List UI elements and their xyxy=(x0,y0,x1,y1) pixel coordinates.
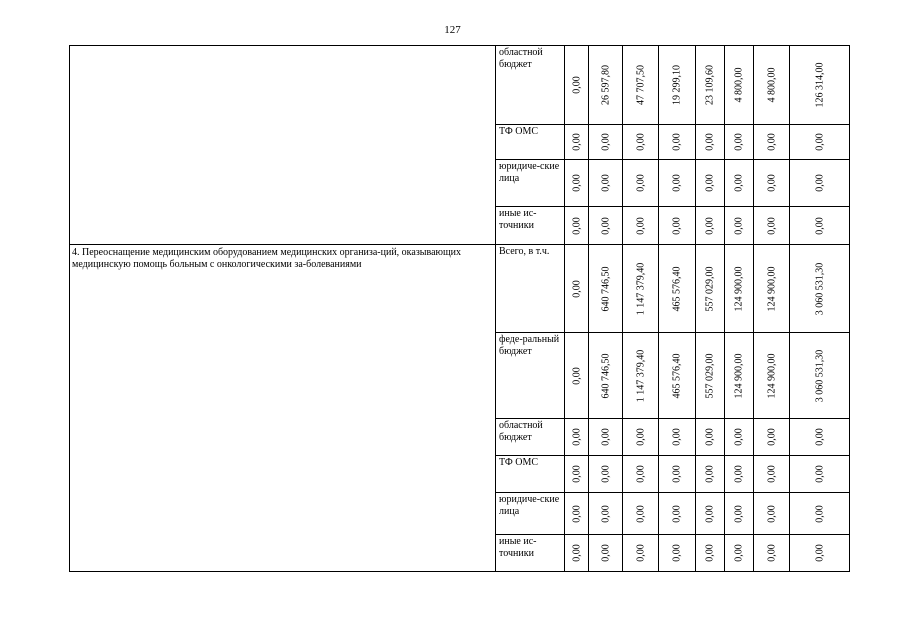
value-text: 0,00 xyxy=(766,133,777,151)
value-text: 0,00 xyxy=(704,544,716,562)
value-text: 0,00 xyxy=(671,216,683,235)
value-cell xyxy=(725,493,754,535)
value-text: 124 900,00 xyxy=(766,353,777,398)
value-cell xyxy=(659,207,696,245)
value-text: 126 314,00 xyxy=(814,62,825,108)
value-cell xyxy=(790,160,850,207)
value-text: 0,00 xyxy=(635,465,646,483)
value-cell xyxy=(565,419,589,456)
value-text: 0,00 xyxy=(704,428,716,446)
value-text: 0,00 xyxy=(600,216,611,235)
value-cell xyxy=(589,493,623,535)
value-text: 0,00 xyxy=(814,133,825,151)
value-text: 0,00 xyxy=(814,174,825,192)
value-text: 0,00 xyxy=(671,174,683,192)
value-text: 0,00 xyxy=(671,504,683,523)
value-cell xyxy=(790,456,850,493)
value-cell xyxy=(725,419,754,456)
page-number: 127 xyxy=(444,24,461,36)
value-text: 640 746,50 xyxy=(600,353,611,398)
funding-source: ТФ ОМС xyxy=(496,125,565,160)
value-cell xyxy=(696,456,725,493)
value-text: 557 029,00 xyxy=(704,266,716,311)
value-text: 0,00 xyxy=(733,133,745,151)
value-text: 124 900,00 xyxy=(733,353,745,398)
activity-name: 4. Переоснащение медицинским оборудованием медицинских организа-ций, оказывающих медицинскую помощь больным с онкологическими за-болеваниями xyxy=(70,245,496,572)
value-text: 0,00 xyxy=(600,174,611,192)
value-cell xyxy=(696,125,725,160)
value-cell xyxy=(696,333,725,419)
value-text: 0,00 xyxy=(600,133,611,151)
value-cell xyxy=(754,419,790,456)
value-text: 0,00 xyxy=(571,174,582,192)
value-cell xyxy=(659,160,696,207)
value-text: 124 900,00 xyxy=(733,266,745,311)
value-text: 0,00 xyxy=(766,504,777,523)
activity-cell-empty xyxy=(70,46,496,245)
value-cell xyxy=(725,207,754,245)
value-text: 0,00 xyxy=(635,174,646,192)
value-cell xyxy=(565,535,589,572)
value-text: 0,00 xyxy=(733,544,745,562)
value-text: 1 147 379,40 xyxy=(635,349,646,402)
funding-source: областной бюджет xyxy=(496,46,565,125)
value-cell xyxy=(659,535,696,572)
funding-source: юридиче-ские лица xyxy=(496,493,565,535)
value-cell xyxy=(565,245,589,333)
value-text: 0,00 xyxy=(704,465,716,483)
value-cell xyxy=(659,245,696,333)
value-cell xyxy=(754,207,790,245)
value-text: 557 029,00 xyxy=(704,353,716,398)
value-cell xyxy=(790,333,850,419)
value-text: 0,00 xyxy=(671,133,683,151)
value-text: 0,00 xyxy=(671,428,683,446)
value-text: 0,00 xyxy=(733,174,745,192)
value-cell xyxy=(623,333,659,419)
value-text: 0,00 xyxy=(814,216,825,235)
value-cell xyxy=(754,535,790,572)
value-text: 0,00 xyxy=(600,428,611,446)
value-cell xyxy=(754,125,790,160)
value-text: 0,00 xyxy=(733,465,745,483)
value-cell xyxy=(696,207,725,245)
value-cell xyxy=(725,535,754,572)
value-cell xyxy=(589,535,623,572)
value-text: 0,00 xyxy=(571,366,582,385)
value-cell xyxy=(696,160,725,207)
value-cell xyxy=(659,333,696,419)
value-cell xyxy=(589,456,623,493)
value-text: 0,00 xyxy=(600,504,611,523)
value-text: 23 109,60 xyxy=(704,65,716,105)
value-cell xyxy=(623,456,659,493)
value-cell xyxy=(623,419,659,456)
value-text: 0,00 xyxy=(814,428,825,446)
value-cell xyxy=(754,333,790,419)
value-cell xyxy=(589,46,623,125)
value-cell xyxy=(725,245,754,333)
value-cell xyxy=(659,46,696,125)
value-text: 465 576,40 xyxy=(671,353,683,398)
value-cell xyxy=(790,419,850,456)
value-cell xyxy=(623,207,659,245)
value-text: 4 800,00 xyxy=(733,67,745,103)
value-cell xyxy=(725,160,754,207)
value-text: 0,00 xyxy=(766,174,777,192)
value-cell xyxy=(623,493,659,535)
value-cell xyxy=(790,125,850,160)
value-text: 1 147 379,40 xyxy=(635,262,646,315)
value-text: 0,00 xyxy=(571,428,582,446)
value-text: 0,00 xyxy=(571,504,582,523)
value-text: 0,00 xyxy=(766,216,777,235)
value-text: 3 060 531,30 xyxy=(814,349,825,402)
value-text: 0,00 xyxy=(733,428,745,446)
value-cell xyxy=(659,125,696,160)
value-cell xyxy=(623,125,659,160)
funding-source: юридиче-ские лица xyxy=(496,160,565,207)
value-cell xyxy=(790,207,850,245)
value-text: 0,00 xyxy=(671,465,683,483)
value-cell xyxy=(623,160,659,207)
value-cell xyxy=(696,493,725,535)
value-text: 3 060 531,30 xyxy=(814,262,825,315)
value-cell xyxy=(623,46,659,125)
value-cell xyxy=(589,419,623,456)
value-cell xyxy=(725,456,754,493)
value-cell xyxy=(696,419,725,456)
value-text: 0,00 xyxy=(635,504,646,523)
value-cell xyxy=(589,125,623,160)
value-cell xyxy=(623,245,659,333)
value-cell xyxy=(589,245,623,333)
value-text: 0,00 xyxy=(766,465,777,483)
value-text: 0,00 xyxy=(635,216,646,235)
value-text: 0,00 xyxy=(814,544,825,562)
value-cell xyxy=(565,207,589,245)
value-cell xyxy=(565,46,589,125)
budget-table xyxy=(69,45,850,572)
value-text: 0,00 xyxy=(704,174,716,192)
value-cell xyxy=(790,46,850,125)
value-text: 26 597,80 xyxy=(600,65,611,105)
value-text: 124 900,00 xyxy=(766,266,777,311)
value-cell xyxy=(659,493,696,535)
value-cell xyxy=(725,125,754,160)
value-text: 0,00 xyxy=(814,504,825,523)
value-cell xyxy=(754,456,790,493)
value-cell xyxy=(790,493,850,535)
value-cell xyxy=(589,333,623,419)
funding-source: Всего, в т.ч. xyxy=(496,245,565,333)
value-text: 19 299,10 xyxy=(671,65,683,105)
value-text: 0,00 xyxy=(600,544,611,562)
value-cell xyxy=(589,160,623,207)
funding-source: иные ис-точники xyxy=(496,207,565,245)
value-cell xyxy=(696,535,725,572)
funding-source: иные ис-точники xyxy=(496,535,565,572)
value-text: 0,00 xyxy=(571,76,582,94)
value-cell xyxy=(623,535,659,572)
value-cell xyxy=(754,245,790,333)
value-text: 0,00 xyxy=(571,279,582,298)
value-text: 0,00 xyxy=(635,428,646,446)
value-cell xyxy=(754,160,790,207)
value-text: 0,00 xyxy=(635,544,646,562)
value-text: 0,00 xyxy=(733,216,745,235)
value-cell xyxy=(565,493,589,535)
value-cell xyxy=(754,493,790,535)
funding-source: ТФ ОМС xyxy=(496,456,565,493)
value-cell xyxy=(565,456,589,493)
table-row xyxy=(70,46,850,125)
value-text: 0,00 xyxy=(766,544,777,562)
value-cell xyxy=(696,46,725,125)
value-text: 4 800,00 xyxy=(766,67,777,103)
value-cell xyxy=(725,46,754,125)
value-cell xyxy=(659,456,696,493)
value-text: 0,00 xyxy=(571,544,582,562)
value-cell xyxy=(790,245,850,333)
value-cell xyxy=(565,333,589,419)
value-text: 0,00 xyxy=(571,465,582,483)
funding-source: областной бюджет xyxy=(496,419,565,456)
value-text: 0,00 xyxy=(600,465,611,483)
value-cell xyxy=(565,125,589,160)
value-cell xyxy=(790,535,850,572)
value-text: 0,00 xyxy=(671,544,683,562)
table-row xyxy=(70,245,850,333)
value-text: 0,00 xyxy=(766,428,777,446)
value-text: 0,00 xyxy=(635,133,646,151)
value-text: 0,00 xyxy=(704,133,716,151)
value-text: 0,00 xyxy=(571,133,582,151)
value-cell xyxy=(754,46,790,125)
value-cell xyxy=(725,333,754,419)
value-text: 0,00 xyxy=(733,504,745,523)
value-text: 640 746,50 xyxy=(600,266,611,311)
value-text: 0,00 xyxy=(704,504,716,523)
value-cell xyxy=(589,207,623,245)
value-text: 0,00 xyxy=(814,465,825,483)
value-text: 0,00 xyxy=(704,216,716,235)
value-text: 47 707,50 xyxy=(635,65,646,105)
value-cell xyxy=(659,419,696,456)
value-text: 465 576,40 xyxy=(671,266,683,311)
value-cell xyxy=(696,245,725,333)
value-cell xyxy=(565,160,589,207)
value-text: 0,00 xyxy=(571,216,582,235)
funding-source: феде-ральный бюджет xyxy=(496,333,565,419)
